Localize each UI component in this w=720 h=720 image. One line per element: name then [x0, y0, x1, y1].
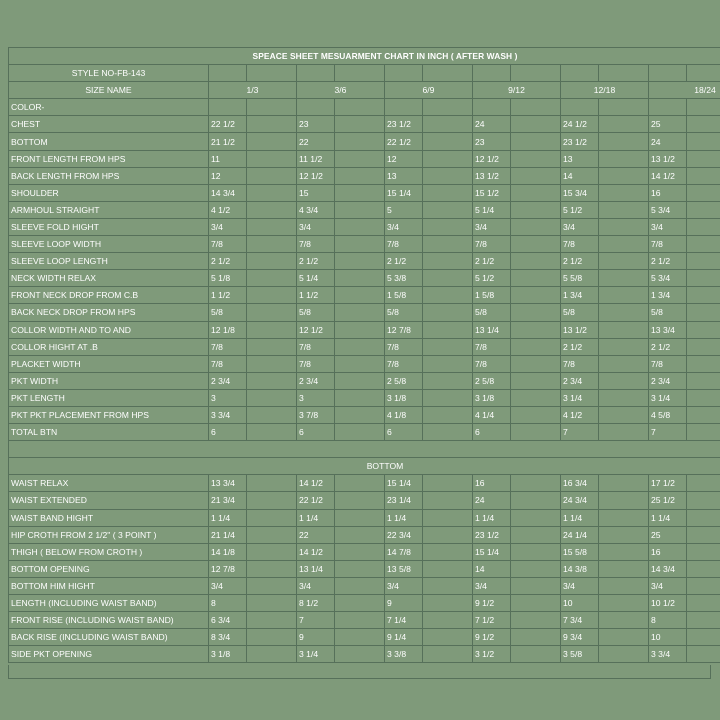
measurement-row [9, 355, 720, 372]
measurement-value: 25 [649, 116, 687, 133]
measurement-value: 7/8 [561, 355, 599, 372]
measurement-value: 3/4 [297, 577, 335, 594]
measurement-value: 1 3/4 [649, 287, 687, 304]
measurement-row [9, 201, 720, 218]
measurement-value: 2 3/4 [561, 372, 599, 389]
measurement-value: 3 1/4 [297, 646, 335, 663]
measurement-row [9, 526, 720, 543]
measurement-value: 5/8 [561, 304, 599, 321]
measurement-value: 5 1/2 [561, 201, 599, 218]
measurement-value: 5 1/2 [473, 270, 511, 287]
measurement-value: 22 [297, 133, 335, 150]
measurement-value: 14 1/8 [209, 543, 247, 560]
measurement-row [9, 509, 720, 526]
measurement-value: 25 [649, 526, 687, 543]
measurement-value: 3 1/8 [209, 646, 247, 663]
measurement-value: 7 [649, 424, 687, 441]
measurement-value: 3 [209, 389, 247, 406]
measurement-value: 9 1/2 [473, 629, 511, 646]
measurement-value: 7/8 [473, 236, 511, 253]
measurement-value: 1 5/8 [473, 287, 511, 304]
measurement-value: 3 [297, 389, 335, 406]
size-name-label: SIZE NAME [9, 82, 209, 99]
measurement-value: 3/4 [385, 218, 423, 235]
measurement-value: 6 [385, 424, 423, 441]
measurement-value: 7/8 [209, 236, 247, 253]
measurement-label: THIGH ( BELOW FROM CROTH ) [9, 543, 209, 560]
measurement-value: 7/8 [209, 338, 247, 355]
measurement-value: 2 1/2 [649, 253, 687, 270]
measurement-label: WAIST RELAX [9, 475, 209, 492]
measurement-value: 9 [385, 595, 423, 612]
measurement-value: 23 [473, 133, 511, 150]
measurement-row [9, 389, 720, 406]
measurement-label: HIP CROTH FROM 2 1/2" ( 3 POINT ) [9, 526, 209, 543]
measurement-label: BOTTOM HIM HIGHT [9, 577, 209, 594]
measurement-label: ARMHOUL STRAIGHT [9, 201, 209, 218]
measurement-value: 5 3/4 [649, 270, 687, 287]
measurement-label: PKT WIDTH [9, 372, 209, 389]
measurement-value: 5/8 [473, 304, 511, 321]
measurement-value: 1 1/4 [649, 509, 687, 526]
measurement-row [9, 287, 720, 304]
measurement-value: 21 1/2 [209, 133, 247, 150]
measurement-value: 3 1/8 [473, 389, 511, 406]
measurement-row [9, 253, 720, 270]
measurement-value: 3/4 [209, 218, 247, 235]
measurement-value: 15 1/4 [385, 184, 423, 201]
measurement-value: 7 1/4 [385, 612, 423, 629]
measurement-row [9, 150, 720, 167]
bottom-section-row [9, 458, 720, 475]
measurement-value: 22 3/4 [385, 526, 423, 543]
measurement-value: 3 3/8 [385, 646, 423, 663]
measurement-value: 23 1/4 [385, 492, 423, 509]
measurement-value: 9 1/2 [473, 595, 511, 612]
measurement-value: 3 3/4 [209, 406, 247, 423]
measurement-value: 7 3/4 [561, 612, 599, 629]
measurement-value: 5/8 [209, 304, 247, 321]
measurement-value: 5 1/8 [209, 270, 247, 287]
measurement-value: 1 1/4 [561, 509, 599, 526]
measurement-value: 2 5/8 [473, 372, 511, 389]
measurement-value: 9 3/4 [561, 629, 599, 646]
measurement-label: SLEEVE FOLD HIGHT [9, 218, 209, 235]
measurement-value: 15 1/4 [473, 543, 511, 560]
measurement-value: 2 5/8 [385, 372, 423, 389]
measurement-value: 23 1/2 [473, 526, 511, 543]
measurement-value: 2 1/2 [561, 338, 599, 355]
measurement-value: 5/8 [649, 304, 687, 321]
measurement-row [9, 543, 720, 560]
measurement-value: 24 1/2 [561, 116, 599, 133]
measurement-value: 13 3/4 [649, 321, 687, 338]
measurement-value: 6 [473, 424, 511, 441]
measurement-value: 2 1/2 [209, 253, 247, 270]
measurement-value: 8 [649, 612, 687, 629]
measurement-value: 10 [649, 629, 687, 646]
measurement-row [9, 321, 720, 338]
measurement-value: 3/4 [473, 577, 511, 594]
measurement-value: 7 [297, 612, 335, 629]
measurement-value: 22 1/2 [209, 116, 247, 133]
measurement-row [9, 475, 720, 492]
measurement-value: 23 1/2 [561, 133, 599, 150]
measurement-value: 7/8 [561, 236, 599, 253]
measurement-value: 3/4 [473, 218, 511, 235]
measurement-value: 7/8 [649, 236, 687, 253]
measurement-value: 14 [561, 167, 599, 184]
measurement-label: PKT PKT PLACEMENT FROM HPS [9, 406, 209, 423]
measurement-label: PLACKET WIDTH [9, 355, 209, 372]
measurement-value: 7/8 [385, 338, 423, 355]
measurement-value: 15 [297, 184, 335, 201]
measurement-value: 7 [561, 424, 599, 441]
measurement-value: 12 1/8 [209, 321, 247, 338]
measurement-label: BOTTOM [9, 133, 209, 150]
measurement-value: 2 1/2 [561, 253, 599, 270]
measurement-label: NECK WIDTH RELAX [9, 270, 209, 287]
measurement-value: 7/8 [385, 355, 423, 372]
measurement-row [9, 560, 720, 577]
measurement-value: 3 3/4 [649, 646, 687, 663]
measurement-value: 17 1/2 [649, 475, 687, 492]
measurement-value: 5 1/4 [473, 201, 511, 218]
measurement-value: 1 1/2 [297, 287, 335, 304]
measurement-label: SLEEVE LOOP LENGTH [9, 253, 209, 270]
measurement-value: 6 3/4 [209, 612, 247, 629]
measurement-value: 23 1/2 [385, 116, 423, 133]
measurement-value: 7/8 [473, 355, 511, 372]
measurement-value: 15 3/4 [561, 184, 599, 201]
measurement-value: 3 7/8 [297, 406, 335, 423]
measurement-value: 7/8 [297, 355, 335, 372]
measurement-value: 5 3/8 [385, 270, 423, 287]
measurement-label: COLLOR WIDTH AND TO AND [9, 321, 209, 338]
measurement-value: 1 5/8 [385, 287, 423, 304]
measurement-value: 14 1/2 [649, 167, 687, 184]
measurement-value: 14 1/2 [297, 543, 335, 560]
measurement-value: 5 [385, 201, 423, 218]
measurement-value: 2 3/4 [649, 372, 687, 389]
measurement-value: 12 1/2 [297, 167, 335, 184]
measurement-value: 7/8 [473, 338, 511, 355]
measurement-value: 3/4 [297, 218, 335, 235]
measurement-value: 7/8 [385, 236, 423, 253]
measurement-value: 13 1/4 [297, 560, 335, 577]
measurement-value: 3/4 [649, 218, 687, 235]
size-header: 3/6 [297, 82, 385, 99]
measurement-value: 12 1/2 [473, 150, 511, 167]
measurement-value: 13 1/4 [473, 321, 511, 338]
measurement-value: 14 1/2 [297, 475, 335, 492]
measurement-label: SIDE PKT OPENING [9, 646, 209, 663]
measurement-value: 13 1/2 [561, 321, 599, 338]
measurement-value: 16 [649, 184, 687, 201]
measurement-label: LENGTH (INCLUDING WAIST BAND) [9, 595, 209, 612]
measurement-value: 6 [297, 424, 335, 441]
measurement-value: 23 [297, 116, 335, 133]
measurement-row [9, 372, 720, 389]
measurement-value: 14 3/8 [561, 560, 599, 577]
measurement-value: 5/8 [385, 304, 423, 321]
measurement-value: 16 [473, 475, 511, 492]
measurement-value: 13 1/2 [473, 167, 511, 184]
measurement-chart-table [8, 47, 720, 663]
measurement-value: 16 3/4 [561, 475, 599, 492]
title-row [9, 48, 720, 65]
size-header-row [9, 82, 720, 99]
size-header: 12/18 [561, 82, 649, 99]
measurement-label: PKT LENGTH [9, 389, 209, 406]
measurement-value: 4 1/2 [561, 406, 599, 423]
measurement-value: 9 1/4 [385, 629, 423, 646]
measurement-value: 8 3/4 [209, 629, 247, 646]
color-label: COLOR- [9, 99, 209, 116]
measurement-value: 24 [649, 133, 687, 150]
measurement-value: 13 5/8 [385, 560, 423, 577]
measurement-label: COLLOR HIGHT AT .B [9, 338, 209, 355]
measurement-value: 3/4 [385, 577, 423, 594]
measurement-row [9, 218, 720, 235]
size-header: 1/3 [209, 82, 297, 99]
measurement-value: 21 1/4 [209, 526, 247, 543]
measurement-value: 3 1/4 [649, 389, 687, 406]
measurement-value: 3 1/2 [473, 646, 511, 663]
measurement-value: 4 1/8 [385, 406, 423, 423]
measurement-value: 10 [561, 595, 599, 612]
measurement-value: 24 1/4 [561, 526, 599, 543]
measurement-value: 15 1/4 [385, 475, 423, 492]
measurement-value: 12 1/2 [297, 321, 335, 338]
measurement-row [9, 270, 720, 287]
spacer-row [9, 441, 720, 458]
measurement-value: 13 1/2 [649, 150, 687, 167]
measurement-value: 21 3/4 [209, 492, 247, 509]
measurement-value: 16 [649, 543, 687, 560]
measurement-value: 7/8 [297, 236, 335, 253]
measurement-value: 13 3/4 [209, 475, 247, 492]
measurement-value: 10 1/2 [649, 595, 687, 612]
measurement-row [9, 646, 720, 663]
measurement-value: 2 1/2 [649, 338, 687, 355]
measurement-value: 14 [473, 560, 511, 577]
measurement-value: 7/8 [209, 355, 247, 372]
measurement-value: 12 7/8 [209, 560, 247, 577]
measurement-label: CHEST [9, 116, 209, 133]
measurement-row [9, 304, 720, 321]
measurement-label: FRONT RISE (INCLUDING WAIST BAND) [9, 612, 209, 629]
measurement-row [9, 184, 720, 201]
measurement-label: BACK RISE (INCLUDING WAIST BAND) [9, 629, 209, 646]
measurement-value: 11 1/2 [297, 150, 335, 167]
measurement-label: TOTAL BTN [9, 424, 209, 441]
measurement-row [9, 612, 720, 629]
measurement-label: WAIST BAND HIGHT [9, 509, 209, 526]
measurement-value: 5 1/4 [297, 270, 335, 287]
chart-title: SPEACE SHEET MESUARMENT CHART IN INCH ( AFTER WASH ) [9, 48, 720, 65]
measurement-value: 24 [473, 116, 511, 133]
table-footer-border [8, 665, 711, 679]
measurement-value: 14 3/4 [209, 184, 247, 201]
measurement-value: 22 1/2 [297, 492, 335, 509]
measurement-value: 15 5/8 [561, 543, 599, 560]
measurement-value: 5 5/8 [561, 270, 599, 287]
measurement-value: 24 [473, 492, 511, 509]
size-header: 6/9 [385, 82, 473, 99]
measurement-value: 7/8 [297, 338, 335, 355]
measurement-value: 7 1/2 [473, 612, 511, 629]
measurement-value: 3/4 [561, 218, 599, 235]
measurement-label: FRONT LENGTH FROM HPS [9, 150, 209, 167]
measurement-value: 4 1/4 [473, 406, 511, 423]
measurement-value: 14 3/4 [649, 560, 687, 577]
measurement-value: 9 [297, 629, 335, 646]
size-header: 9/12 [473, 82, 561, 99]
color-row [9, 99, 720, 116]
measurement-row [9, 577, 720, 594]
measurement-value: 3/4 [209, 577, 247, 594]
measurement-value: 4 3/4 [297, 201, 335, 218]
style-row [9, 65, 720, 82]
measurement-value: 1 1/4 [297, 509, 335, 526]
measurement-value: 1 1/4 [385, 509, 423, 526]
measurement-value: 12 [209, 167, 247, 184]
measurement-value: 2 3/4 [297, 372, 335, 389]
measurement-row [9, 492, 720, 509]
bottom-section-title: BOTTOM [9, 458, 720, 475]
measurement-value: 22 [297, 526, 335, 543]
measurement-value: 13 [561, 150, 599, 167]
measurement-value: 3/4 [561, 577, 599, 594]
measurement-label: SHOULDER [9, 184, 209, 201]
measurement-value: 1 1/4 [209, 509, 247, 526]
measurement-value: 2 1/2 [297, 253, 335, 270]
measurement-row [9, 595, 720, 612]
style-number: STYLE NO-FB-143 [9, 65, 209, 82]
measurement-value: 2 1/2 [385, 253, 423, 270]
measurement-label: WAIST EXTENDED [9, 492, 209, 509]
measurement-value: 13 [385, 167, 423, 184]
measurement-value: 12 7/8 [385, 321, 423, 338]
measurement-value: 15 1/2 [473, 184, 511, 201]
measurement-row [9, 406, 720, 423]
measurement-value: 3 1/4 [561, 389, 599, 406]
measurement-value: 4 1/2 [209, 201, 247, 218]
measurement-row [9, 133, 720, 150]
measurement-value: 2 3/4 [209, 372, 247, 389]
measurement-row [9, 167, 720, 184]
measurement-value: 12 [385, 150, 423, 167]
measurement-value: 3 5/8 [561, 646, 599, 663]
measurement-row [9, 338, 720, 355]
measurement-label: SLEEVE LOOP WIDTH [9, 236, 209, 253]
measurement-value: 1 3/4 [561, 287, 599, 304]
measurement-value: 7/8 [649, 355, 687, 372]
measurement-value: 11 [209, 150, 247, 167]
measurement-value: 14 7/8 [385, 543, 423, 560]
measurement-value: 8 [209, 595, 247, 612]
measurement-row [9, 236, 720, 253]
size-header: 18/24 [649, 82, 720, 99]
measurement-value: 1 1/2 [209, 287, 247, 304]
measurement-value: 22 1/2 [385, 133, 423, 150]
measurement-row [9, 629, 720, 646]
measurement-value: 3/4 [649, 577, 687, 594]
measurement-label: BACK NECK DROP FROM HPS [9, 304, 209, 321]
measurement-label: BOTTOM OPENING [9, 560, 209, 577]
measurement-value: 2 1/2 [473, 253, 511, 270]
measurement-value: 5/8 [297, 304, 335, 321]
measurement-value: 24 3/4 [561, 492, 599, 509]
measurement-row [9, 424, 720, 441]
measurement-value: 1 1/4 [473, 509, 511, 526]
measurement-value: 4 5/8 [649, 406, 687, 423]
measurement-row [9, 116, 720, 133]
measurement-label: FRONT NECK DROP FROM C.B [9, 287, 209, 304]
measurement-value: 25 1/2 [649, 492, 687, 509]
measurement-value: 5 3/4 [649, 201, 687, 218]
measurement-value: 8 1/2 [297, 595, 335, 612]
measurement-value: 3 1/8 [385, 389, 423, 406]
measurement-value: 6 [209, 424, 247, 441]
measurement-label: BACK LENGTH FROM HPS [9, 167, 209, 184]
